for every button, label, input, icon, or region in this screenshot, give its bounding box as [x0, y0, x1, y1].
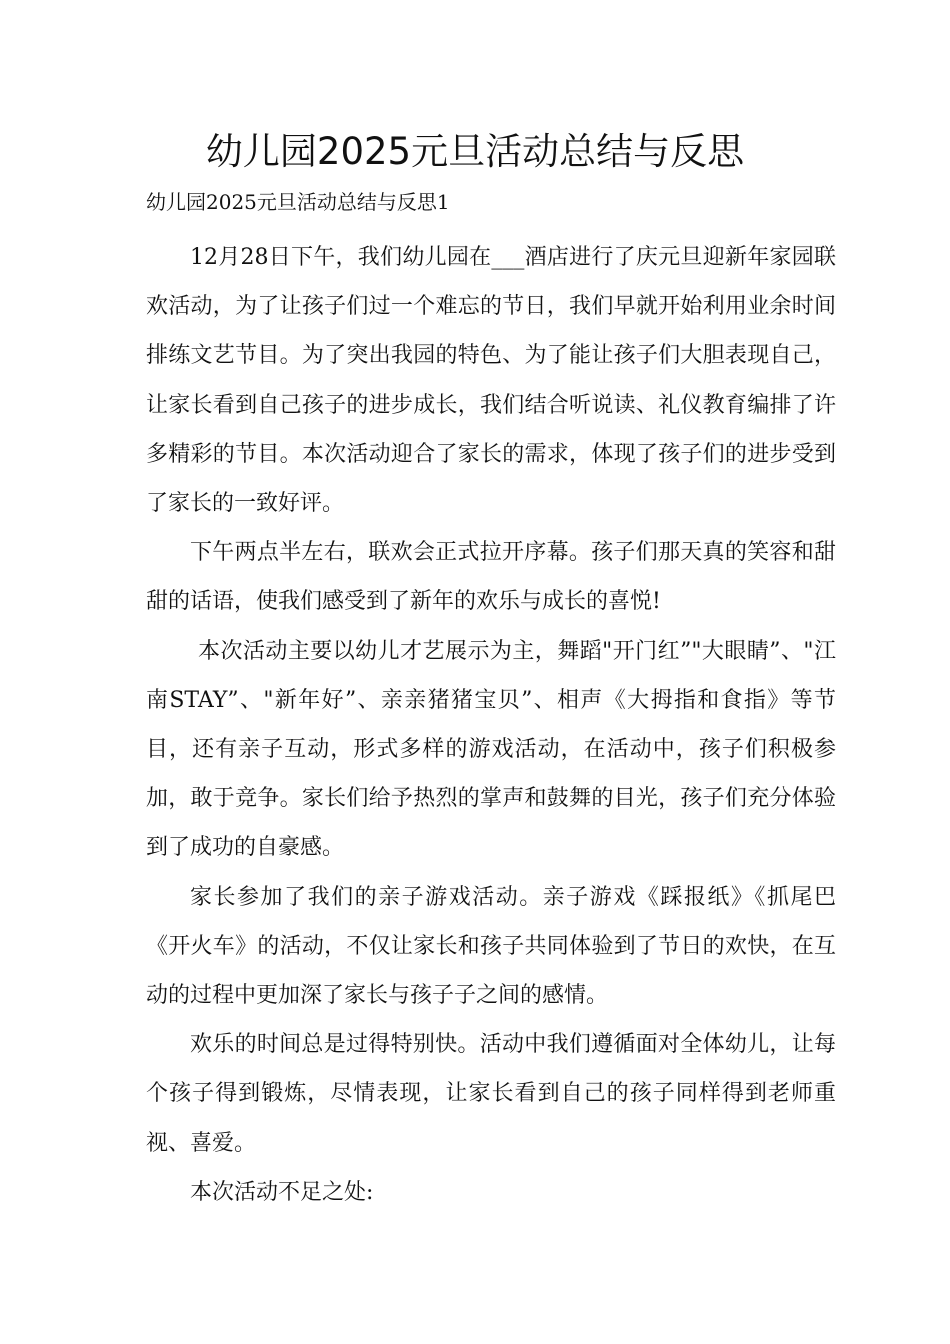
document-title: 幼儿园2025元旦活动总结与反思 [205, 130, 745, 173]
paragraph-summary: 欢乐的时间总是过得特别快。活动中我们遵循面对全体幼儿，让每个孩子得到锻炼，尽情表现，让家长看到自己的孩子同样得到老师重视、喜爱。 [146, 1032, 836, 1156]
paragraph-performances: 本次活动主要以幼儿才艺展示为主，舞蹈"开门红”"大眼睛”、"江南STAY”、"新年好”、亲亲猪猪宝贝”、相声《大拇指和食指》等节目，还有亲子互动，形式多样的游戏活动，在活动中，孩子们积极参加，敢于竞争。家长们给予热烈的掌声和鼓舞的目光，孩子们充分体验到了成功的自豪感。 [146, 638, 836, 861]
paragraph-opening: 下午两点半左右，联欢会正式拉开序幕。孩子们那天真的笑容和甜甜的话语，使我们感受到了新年的欢乐与成长的喜悦! [146, 540, 836, 615]
document-subtitle: 幼儿园2025元旦活动总结与反思1 [146, 190, 450, 214]
paragraph-parent-games: 家长参加了我们的亲子游戏活动。亲子游戏《踩报纸》《抓尾巴《开火车》的活动，不仅让家长和孩子共同体验到了节日的欢快，在互动的过程中更加深了家长与孩子子之间的感情。 [146, 884, 836, 1009]
paragraph-shortcomings: 本次活动不足之处: [190, 1179, 374, 1205]
document-body [146, 233, 836, 1217]
paragraph-intro: 12月28日下午，我们幼儿园在___酒店进行了庆元旦迎新年家园联欢活动，为了让孩子们过一个难忘的节日，我们早就开始利用业余时间排练文艺节目。为了突出我园的特色、为了能让孩子们大胆表现自己，让家长看到自己孩子的进步成长，我们结合听说读、礼仪教育编排了许多精彩的节目。本次活动迎合了家长的需求，体现了孩子们的进步受到了家长的一致好评。 [146, 245, 836, 517]
